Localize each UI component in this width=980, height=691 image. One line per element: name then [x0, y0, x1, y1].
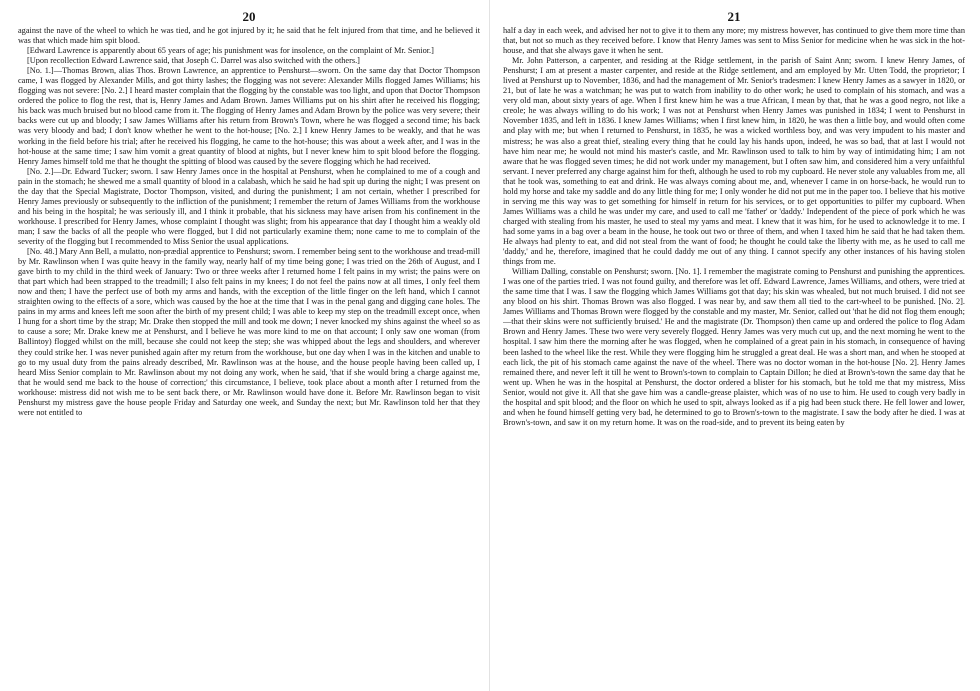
paragraph: [No. 48.] Mary Ann Bell, a mulatto, non-prædial apprentice to Penshurst; sworn. I remember being sent to the workhouse and tread-mill by Mr. Rawlinson when I was quite heavy in the family way, nearly half of my time being gone; I was tried on the 26th of August, and I gave birth to my child in the third week of January: Two or three weeks after I returned home I felt pains in my wrist; the pains were on that part which had been strapped to the treadmill; I also felt pains in my knees; I do not feel the pains now at all times, I only feel them now and then; I have the perfect use of both my arms and hands, with the exception of the little finger on the left hand, which I cannot straighten owing to the effects of a sore, which was caused by the hoe at the time that I was in the penal gang and digging cane holes. The pains in my arms and knees left me soon after the birth of my present child; I was able to keep my step on the treadmill except once, when I hung for a short time by the strap; Mr. Drake then stopped the mill and took me down; I never knocked my shins against the wheel so as to cause a sore; Mr. Drake knew me at Penshurst, and I believe he was more kind to me on that account; I only saw one woman (from Ballintoy) flogged whilst on the mill, because she could not keep the step; she was whipped about the legs and shoulders, and wherever they could strike her. I was never punished again after my return from the workhouse, but one day when I was in the kitchen and unable to go to my usual duty from the pains already described, Mr. Rawlinson was at the house, and the house people having been called up, I heard Miss Senior complain to Mr. Rawlinson about my not doing any work, when he said, 'that if she would bring a charge against me, that he would send me back to the house of correction;' this circumstance, I believe, took place about a month after I returned from the workhouse: mistress did not wish me to be sent back there, or Mr. Rawlinson would have done it. Before Mr. Rawlinson began to visit Penshurst my mistress gave the house people Friday and Saturday one week, and Sunday the next; but Mr. Rawlinson told her that they were not entitled to	[18, 247, 480, 417]
paragraph: [No. 1.]—Thomas Brown, alias Thos. Brown Lawrence, an apprentice to Penshurst—sworn. On the same day that Doctor Thompson came, I was flogged by Alexander Mills, and got thirty lashes; the flogging was not severe: Alexander Mills flogged James Williams; his flogging was not severe: [No. 2.] I heard master complain that the flogging by the constable was too light, and upon that Doctor Thompson ordered the police to flog the rest, that is, Henry James and Adam Brown. James Williams put on his shirt after he received his flogging; his back was much bruised but no blood came from it. The flogging of Henry James and Adam Brown by the police was very severe; their backs were cut up and bloody; I saw James Williams after his return from Brown's Town, where he was flogged a second time; his back was very bloody and bad; I don't know whether he went to the hot-house; [No. 2.] I knew Henry James to be weakly, and that he was working in the field before his trial; after he received his flogging, he came to the hot-house; this was about a week after, and I was in the hot-house at the same time; I saw him vomit a great quantity of blood at nights, but I never knew him to spit blood before the flogging. Henry James himself told me that he thought the spitting of blood was caused by the severe flogging which he had received.	[18, 66, 480, 166]
right-page-body	[503, 26, 965, 428]
paragraph: [Edward Lawrence is apparently about 65 years of age; his punishment was for insolence, on the complaint of Mr. Senior.]	[27, 46, 434, 56]
page-number-right: 21	[727, 9, 741, 24]
left-page	[18, 8, 480, 688]
page-number-left: 20	[242, 9, 256, 24]
paragraph: half a day in each week, and advised her not to give it to them any more; my mistress however, has continued to give them more time than that, but not so much as they received before. I know that Henry James was sent to Miss Senior for medicine when he was sick in the hot-house, and that she always gave it when he sent.	[503, 26, 965, 56]
left-page-body	[18, 26, 480, 418]
gutter-divider	[489, 0, 490, 691]
paragraph: against the nave of the wheel to which he was tied, and he got injured by it; he said that he felt injured from that time, and he believed it was that which made him spit blood.	[18, 26, 480, 46]
paragraph: Mr. John Patterson, a carpenter, and residing at the Ridge settlement, in the parish of Saint Ann; sworn. I knew Henry James, of Penshurst; I am at present a master carpenter, and reside at the Ridge settlement, and am employed by Mr. Utten Todd, the proprietor; I lived at Penshurst up to November, 1836, and had the management of Mr. Senior's tradesmen: I knew Henry James as a sawyer in 1820, or 21, but of late he was a watchman; he was put to watch from inability to do other work; he used to complain of his stomach, and was a very old man, about sixty years of age. When I first knew him he was a true African, I mean by that, that he was a good negro, not like a creole; he was always willing to do his work; I was not at Penshurst when Henry James was punished in 1834; I went to Penshurst in November 1835, and left in 1836. I knew James Williams; when I first knew him, in 1820, he was then a little boy, and would often come and play with me; but when I returned to Penshurst, in 1835, he was a wicked worthless boy, and was very impudent to his master and mistress; he was also a great thief, stealing every thing that he could lay his hands upon, indeed, he was so bad, that at last I would not have him near me; he would not mind his master's castle, and Mr. Rawlinson used to talk to him by way of intimidating him; I am not aware that he was flogged seven times; he did not work under my management, but I often saw him, and considered him a very unfaithful servant. I never preferred any charge against him for theft, although he used to rob my cupboard. He never stole any valuables from me, all that he took was, something to eat and drink. He was always coming about me, and, whenever I came in on horse-back, he would run to hold my horse and take my saddle and do any little thing for me; I only wonder he did not put me in the paper too. I believe that his motive in serving me this way was to get something for himself in return for his services, or to get opportunities to pilfer my cupboard. When James Williams was a child he was under my care, and used to call me 'father' or 'daddy.' Independent of the piece of pork which he was charged with stealing from his master, he used to steal my yams and meat. I knew that it was him, for he used to acknowledge it to me. I had some yams in a bag over a beam in the house, he took out two or three of them, and when I taxed him he said that he had taken them. He always had plenty to eat, and did not steal from the want of food; he thought he could take the liberty with me, as he used to call me 'daddy,' and he, therefore, imagined that he could daddy me out of any thing. I cannot specify any other instances of his having stolen things from me.	[503, 56, 965, 267]
right-page	[503, 8, 965, 688]
paragraph: [No. 2.]—Dr. Edward Tucker; sworn. I saw Henry James once in the hospital at Penshurst, when he complained to me of a cough and pain in the stomach; he shewed me a small quantity of blood in a calabash, which he said he had spit up during the night; I was present on the day that the Special Magistrate, Doctor Thompson, visited, and during the punishment; I am not certain, whether I prescribed for Henry James previously or subsequently to the infliction of the punishment; I remember the return of James Williams from the workhouse and his being in the hospital; he was seriously ill, and I think it probable, that his sickness may have arisen from his confinement in the workhouse. I prescribed for Henry James, whose complaint I thought was slight; from his appearance that day I thought him a weakly old man; I saw the backs of all the people who were flogged, but I did not particularly examine them; none came to me to complain of the severity of the flogging but I recommended to Miss Senior the usual applications.	[18, 166, 480, 246]
paragraph: [Upon recollection Edward Lawrence said, that Joseph C. Darrel was also switched with the others.]	[27, 56, 360, 66]
paragraph: William Dalling, constable on Penshurst; sworn. [No. 1]. I remember the magistrate coming to Penshurst and punishing the apprentices. I was one of the parties tried. I was not found guilty, and therefore was let off. Edward Lawrence, James Williams, and others, were tried at the same time that I was. I saw the flogging which James Williams got that day; his skin was whealed, but not much bruised. I did not see any blood on his shirt. Thomas Brown was also flogged. I was near by, and saw them all tied to the cart-wheel to be punished. [No. 2]. James Williams and Thomas Brown were flogged by the constable and my master, Mr. Senior, called out 'that he did not flog them enough;—that their skins were not sufficiently bruised.' He and the magistrate (Dr. Thompson) then came up and ordered the police to flog Adam Brown and Henry James. These two were very severely flogged. Henry James was very much cut up, and the next morning he went to the hospital. I saw him there the morning after he was flogged, when he complained of a great pain in his stomach, in consequence of having been lashed to the wheel like the rest. While they were flogging him he struggled a great deal. He was a short man, and when he stooped at each lick, the pit of his stomach came against the nave of the wheel. There was no doctor woman in the hot-house [No. 2]. Henry James remained there, and never left it till he went to Brown's-town to complain to Captain Dillon; he died at Brown's-town the same day that he went up. When he was in the hospital at Penshurst, the doctor ordered a blister for his stomach, but he told me that my mistress, Miss Senior, would not give it. All that she gave him was a candle-grease plaister, which was of no use to him. He used to cough very badly in the hospital and spit blood; and the floor on which he used to spit, always looked as if a pig had been stuck there. He fell lower and lower, and when he found himself getting very bad, he determined to go to Brown's-town to the magistrate. I saw the body after he died. I was at Brown's-town, and saw it on my return home. It was on the road-side, and to prevent its being eaten by	[503, 267, 965, 427]
